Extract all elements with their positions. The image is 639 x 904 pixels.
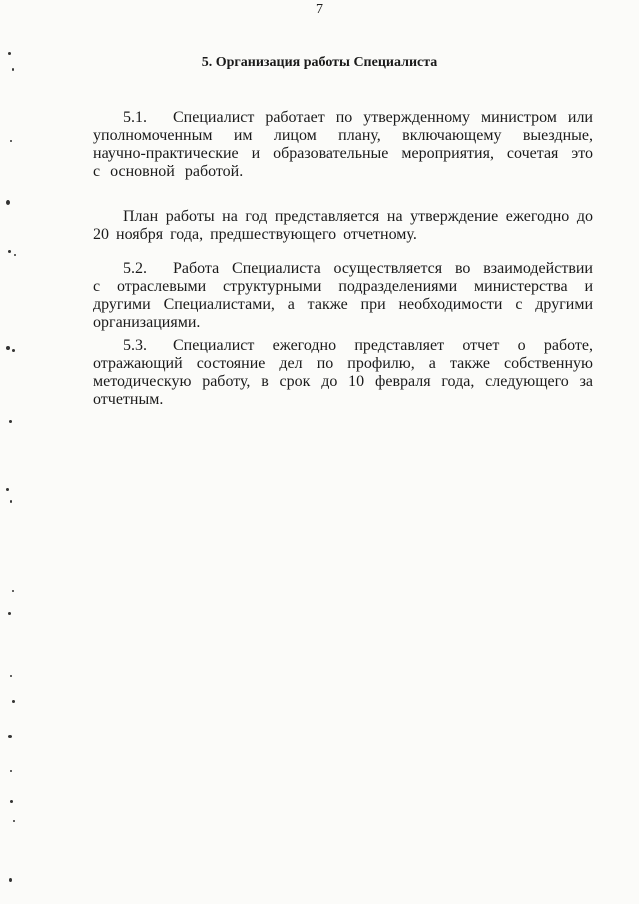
paragraph-number: 5.2.: [123, 260, 147, 277]
paragraph-5-1: [93, 109, 593, 181]
paragraph-text: Специалист ежегодно представляет отчет о работе, отражающий состояние дел по профилю, а также собственную методическую работу, в срок до 10 февраля года, следующего за отчетным.: [93, 337, 593, 408]
paragraph-text: План работы на год представляется на утверждение ежегодно до 20 ноября года, предшествующего отчетному.: [93, 208, 593, 243]
paragraph-plan: [93, 208, 593, 244]
section-heading: 5. Организация работы Специалиста: [201, 55, 438, 70]
paragraph-number: 5.3.: [123, 337, 147, 354]
paragraph-text: Специалист работает по утвержденному министром или уполномоченным им лицом плану, включающему выездные, научно-практические и образовательные мероприятия, сочетая это с основной работой.: [93, 109, 593, 180]
paragraph-text: Работа Специалиста осуществляется во взаимодействии с отраслевыми структурными подразделениями министерства и другими Специалистами, а также при необходимости с другими организациями.: [93, 260, 593, 331]
page-number: 7: [316, 2, 323, 17]
paragraph-5-3: [93, 337, 593, 409]
paragraph-number: 5.1.: [123, 109, 147, 126]
paragraph-5-2: [93, 260, 593, 332]
